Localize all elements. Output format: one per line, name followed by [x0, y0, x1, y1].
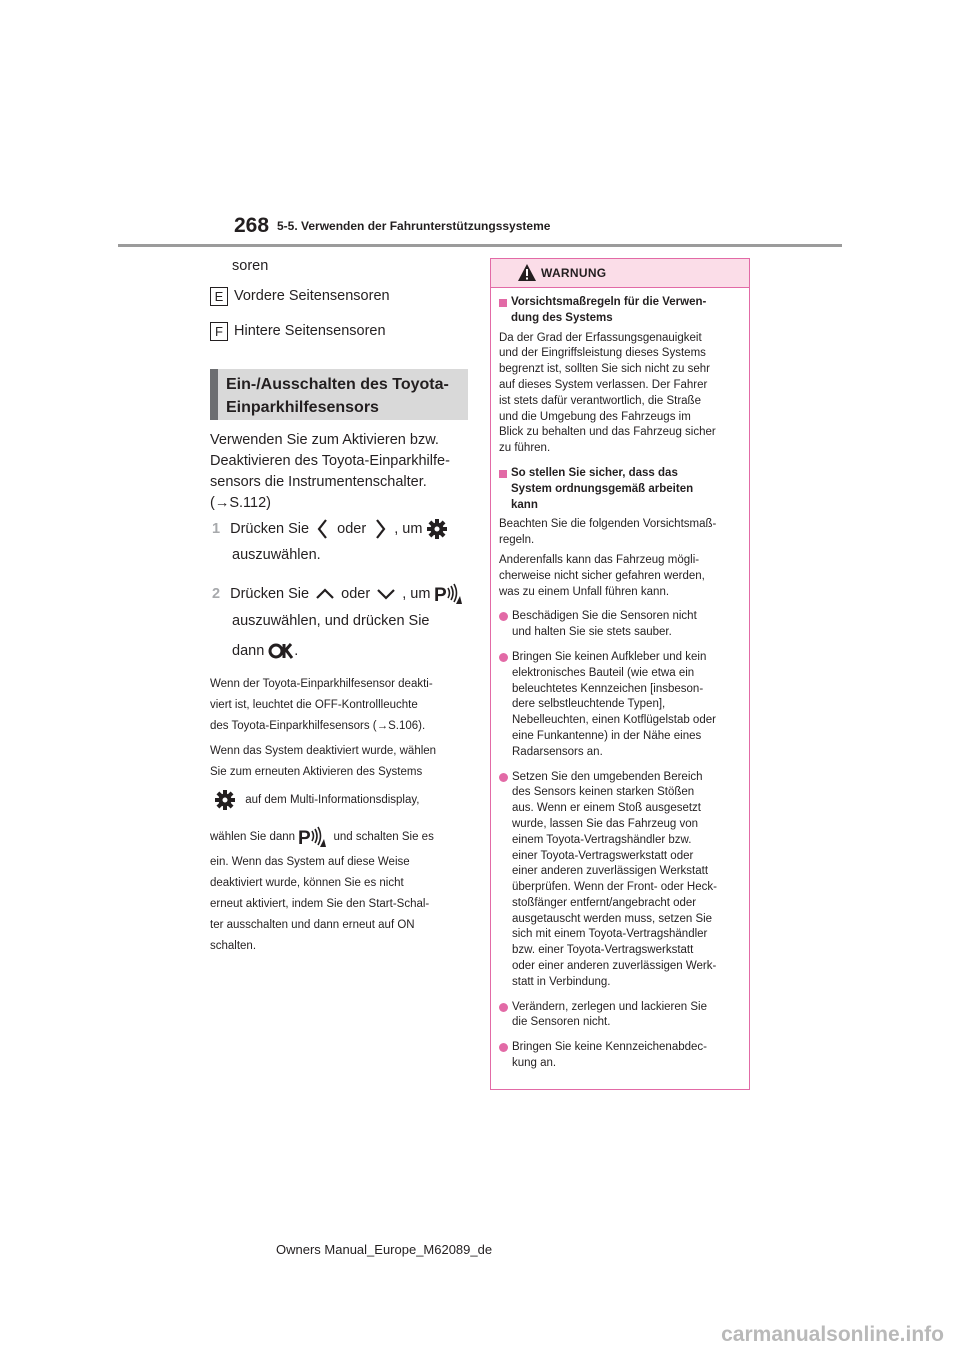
step-1-text-c: , um [394, 520, 423, 537]
section-heading [210, 369, 468, 420]
parking-sensor-icon [434, 582, 462, 606]
svg-text:P: P [298, 828, 311, 849]
warning-line: oder einer anderen zuverlässigen Werk- [512, 960, 717, 973]
svg-text:P: P [434, 585, 448, 606]
round-bullet-icon [499, 773, 508, 782]
warning-line: Bringen Sie keine Kennzeichenabdec- [512, 1041, 707, 1054]
list-item-f [210, 321, 386, 342]
warning-line: cherweise nicht sicher gefahren werden, [499, 569, 705, 582]
warning-line: und halten Sie sie stets sauber. [512, 626, 672, 639]
warning-line: Setzen Sie den umgebenden Bereich [512, 770, 703, 783]
watermark: carmanualsonline.info [721, 1323, 944, 1346]
round-bullet-icon [499, 612, 508, 621]
step-2-text-e: dann [232, 643, 265, 659]
warning-line: beleuchtetes Kennzeichen [insbeson- [512, 682, 704, 695]
note-2-line: ter ausschalten und dann erneut auf ON [210, 919, 415, 931]
note-paragraph-1 [210, 674, 433, 737]
warning-line: Beachten Sie die folgenden Vorsichtsmaß- [499, 518, 717, 531]
warning-line: Verändern, zerlegen und lackieren Sie [512, 1000, 707, 1013]
footer-document-id: Owners Manual_Europe_M62089_de [276, 1242, 493, 1257]
warning-line: des Sensors keinen starken Stößen [512, 786, 695, 799]
warning-heading-2 [499, 466, 745, 513]
note-2-text-d1: wählen Sie dann [210, 831, 296, 844]
warning-line: kung an. [512, 1057, 557, 1070]
warning-line: aus. Wenn er einem Stoß ausgesetzt [512, 802, 701, 815]
warning-bullet-5 [499, 1040, 745, 1072]
step-1-number: 1 [212, 520, 221, 537]
warning-line: was zu einem Unfall führen kann. [499, 585, 670, 598]
round-bullet-icon [499, 653, 508, 662]
parking-sensor-icon [298, 825, 326, 849]
warning-bullet-4 [499, 1000, 745, 1032]
step-2-text-b: oder [341, 585, 371, 602]
chevron-down-icon [374, 585, 398, 603]
note-2-text-d2: und schalten Sie es [333, 831, 434, 844]
warning-line: und die Umgebung des Fahrzeugs im [499, 410, 691, 423]
warning-line: dere selbstleuchtende Typen], [512, 698, 666, 711]
intro-line: Deaktivieren des Toyota-Einparkhilfe- [210, 453, 450, 469]
warning-line: auf dieses System verlassen. Der Fahrer [499, 378, 708, 391]
warning-line: Radarsensors an. [512, 745, 603, 758]
note-2-parking-line [210, 825, 434, 849]
warning-box [490, 258, 750, 1090]
warning-line: stoßfänger entfernt/angebracht oder [512, 896, 697, 909]
intro-paragraph [210, 430, 450, 514]
step-2-text-c: , um [402, 585, 431, 602]
warning-bullet-2 [499, 650, 745, 761]
warning-heading-line: System ordnungsgemäß arbeiten [511, 482, 694, 495]
intro-line: sensors die Instrumentenschalter. [210, 474, 427, 490]
note-1-line: Wenn der Toyota-Einparkhilfesensor deakti- [210, 678, 433, 690]
warning-header [491, 259, 749, 288]
warning-title: WARNUNG [541, 266, 607, 280]
header-divider [118, 244, 842, 247]
warning-line: regeln. [499, 534, 535, 547]
warning-line: Nebelleuchten, einen Kotflügelstab oder [512, 714, 716, 727]
warning-line: statt in Verbindung. [512, 975, 611, 988]
step-2-text-a: Drücken Sie [230, 585, 310, 602]
continued-text: soren [232, 258, 269, 274]
warning-line: elektronisches Bauteil (wie etwa ein [512, 666, 695, 679]
warning-heading-line: dung des Systems [511, 311, 613, 324]
gear-icon [214, 789, 236, 811]
warning-bullet-3 [499, 770, 745, 991]
gear-icon [426, 518, 448, 540]
warning-line: eine Funkantenne) in der Nähe eines [512, 729, 702, 742]
warning-paragraph-2 [499, 517, 745, 549]
warning-line: wurde, lassen Sie das Fahrzeug von [512, 817, 699, 830]
warning-content [499, 295, 745, 1072]
label-f: F [210, 322, 228, 341]
warning-line: einer Toyota-Vertragswerkstatt oder [512, 849, 694, 862]
step-2-continued: auszuwählen, und drücken Sie [232, 613, 430, 629]
section-heading-line-1: Ein-/Ausschalten des Toyota- [226, 376, 449, 393]
square-bullet-icon [499, 299, 507, 307]
warning-heading-line: Vorsichtsmaßregeln für die Verwen- [511, 296, 707, 308]
chevron-left-icon [313, 517, 333, 541]
item-f-text: Hintere Seitensensoren [234, 323, 386, 339]
warning-line: Anderenfalls kann das Fahrzeug mögli- [499, 553, 700, 566]
warning-line: Bringen Sie keinen Aufkleber und kein [512, 650, 707, 663]
warning-paragraph-1 [499, 331, 745, 457]
warning-line: bzw. einer Toyota-Vertragswerkstatt [512, 944, 694, 957]
intro-line: (→S.112) [210, 495, 271, 511]
warning-line: ausgetauscht werden muss, setzen Sie [512, 912, 713, 925]
warning-line: Da der Grad der Erfassungsgenauigkeit [499, 331, 702, 344]
warning-line: sich mit einem Toyota-Vertragshändler [512, 928, 708, 941]
chevron-up-icon [313, 585, 337, 603]
warning-line: die Sensoren nicht. [512, 1016, 611, 1029]
step-2-text-f: . [294, 643, 299, 659]
note-1-line: viert ist, leuchtet die OFF-Kontrollleuchte [210, 699, 418, 711]
step-2-number: 2 [212, 585, 221, 602]
note-2-line: schalten. [210, 940, 257, 952]
note-2-line: ein. Wenn das System auf diese Weise [210, 856, 410, 868]
note-2-line: deaktiviert wurde, können Sie es nicht [210, 877, 404, 889]
note-2-gear-line [214, 789, 419, 811]
warning-line: Beschädigen Sie die Sensoren nicht [512, 610, 697, 623]
note-1-line: des Toyota-Einparkhilfesensors (→S.106). [210, 720, 426, 732]
warning-line: ist stets dafür verantwortlich, die Straße [499, 394, 701, 407]
page-number: 268 [234, 214, 270, 237]
chapter-title: 5-5. Verwenden der Fahrunterstützungssysteme [277, 219, 551, 233]
step-1-text-a: Drücken Sie [230, 520, 310, 537]
label-e: E [210, 287, 228, 306]
step-1-continued: auszuwählen. [232, 547, 321, 563]
intro-line: Verwenden Sie zum Aktivieren bzw. [210, 432, 439, 448]
ok-icon [268, 642, 294, 660]
warning-line: zu führen. [499, 442, 551, 455]
note-2-line: Wenn das System deaktiviert wurde, wählen [210, 745, 437, 757]
step-2 [212, 582, 462, 606]
list-item-e [210, 286, 390, 307]
note-paragraph-2 [210, 741, 436, 783]
warning-heading-1 [499, 295, 745, 327]
warning-line: überprüfen. Wenn der Front- oder Heck- [512, 881, 717, 894]
round-bullet-icon [499, 1003, 508, 1012]
round-bullet-icon [499, 1043, 508, 1052]
note-2-text-c: auf dem Multi-Informationsdisplay, [245, 794, 420, 807]
step-2-final [232, 641, 298, 662]
step-1-text-b: oder [337, 520, 367, 537]
warning-paragraph-3 [499, 553, 745, 600]
warning-line: begrenzt ist, sollten Sie sich nicht zu sehr [499, 363, 710, 376]
step-1 [212, 517, 448, 541]
warning-triangle-icon [517, 263, 537, 282]
warning-line: Blick zu behalten und das Fahrzeug sicher [499, 426, 716, 439]
warning-heading-line: So stellen Sie sicher, dass das [511, 466, 678, 479]
note-2-line: erneut aktiviert, indem Sie den Start-Schal- [210, 898, 430, 910]
item-e-text: Vordere Seitensensoren [234, 288, 390, 304]
warning-line: einem Toyota-Vertragshändler bzw. [512, 833, 692, 846]
warning-heading-line: kann [511, 498, 538, 511]
warning-line: und der Eingriffsleistung dieses Systems [499, 347, 706, 360]
note-2-rest [210, 852, 429, 957]
section-heading-line-2: Einparkhilfesensors [226, 399, 379, 416]
chevron-right-icon [370, 517, 390, 541]
note-2-line: Sie zum erneuten Aktivieren des Systems [210, 766, 423, 778]
warning-line: einer anderen zuverlässigen Werkstatt [512, 865, 709, 878]
warning-bullet-1 [499, 609, 745, 641]
square-bullet-icon [499, 470, 507, 478]
